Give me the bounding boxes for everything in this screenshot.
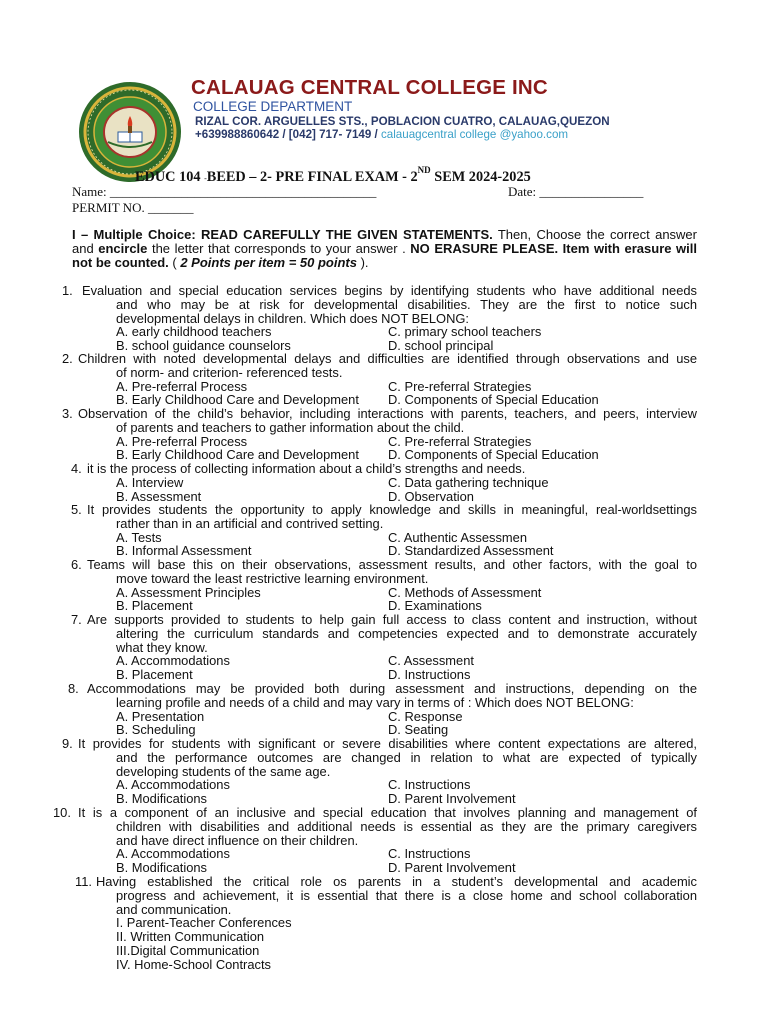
question-text: it is the process of collecting information about a child’s strengths and needs. (87, 461, 526, 476)
question-number: 5. (71, 502, 82, 517)
answer-option[interactable]: C. Pre-referral Strategies (388, 433, 532, 449)
question-number: 9. (62, 736, 73, 751)
instructions-text-4: ). (356, 255, 369, 271)
question-text: Observation of the child’s behavior, including interactions with parents, teachers, and peers, interview (78, 406, 697, 421)
question-text: Having established the critical role os parents in a student’s developmental and academic (96, 874, 697, 889)
instructions-encircle: encircle (98, 241, 148, 257)
question-1 (0, 284, 768, 353)
date-field: Date: ________________ (508, 184, 644, 199)
instructions-text: Then, Choose the correct answer and (72, 227, 697, 257)
instructions-text-2: the letter that corresponds to your answer . (147, 241, 411, 257)
question-text-continued: of parents and teachers to gather information about the child. (116, 419, 465, 435)
question-3 (0, 407, 768, 462)
question-number: 1. (62, 283, 73, 298)
answer-options-row (116, 380, 768, 394)
answer-option[interactable]: B. Modifications (116, 791, 207, 807)
question-text-continued: progress and achievement, it is essential that there is a close home and school collaboration (116, 887, 697, 903)
question-number: 7. (71, 612, 82, 627)
answer-option[interactable]: A. Tests (116, 529, 162, 545)
question-number: 2. (62, 351, 73, 366)
question-text-continued: move toward the least restrictive learning environment. (116, 570, 429, 586)
college-contact (195, 128, 568, 141)
name-field: Name: _________________________________________ (72, 184, 377, 199)
answer-options-row (116, 325, 768, 339)
answer-option[interactable]: D. Observation (388, 488, 474, 504)
answer-option[interactable]: D. Parent Involvement (388, 791, 516, 807)
question-text: Teams will base this on their observations, assessment results, and other factors, with the goal to (87, 557, 697, 572)
answer-option[interactable]: D. Instructions (388, 667, 471, 683)
answer-option[interactable]: C. Instructions (388, 846, 471, 862)
question-10 (0, 806, 768, 875)
question-text-continued: rather than in an artificial and contrived setting. (116, 515, 384, 531)
answer-option[interactable]: B. Placement (116, 667, 193, 683)
question-list-item: IV. Home-School Contracts (116, 956, 271, 972)
answer-option[interactable]: A. Pre-referral Process (116, 378, 248, 394)
exam-title-dot: - (204, 173, 207, 183)
question-number: 3. (62, 406, 73, 421)
answer-option[interactable]: D. Seating (388, 722, 449, 738)
question-number: 4. (71, 461, 82, 476)
question-text-continued: and have direct influence on their children. (116, 832, 359, 848)
answer-option[interactable]: B. Early Childhood Care and Development (116, 392, 359, 408)
question-list-item: I. Parent-Teacher Conferences (116, 915, 292, 931)
exam-semester: SEM 2024-2025 (430, 168, 531, 185)
question-text: Children with noted developmental delays and difficulties are identified through observations and use (78, 351, 697, 366)
college-name: CALAUAG CENTRAL COLLEGE INC (191, 76, 548, 99)
answer-option[interactable]: C. Assessment (388, 653, 474, 669)
answer-option[interactable]: A. early childhood teachers (116, 324, 272, 340)
exam-title (135, 167, 531, 186)
question-4 (0, 462, 768, 503)
question-8 (0, 682, 768, 737)
question-7 (0, 613, 768, 682)
answer-options-row (116, 654, 768, 668)
answer-option[interactable]: D. Examinations (388, 598, 482, 614)
answer-option[interactable]: B. Placement (116, 598, 193, 614)
answer-option[interactable]: C. Response (388, 708, 463, 724)
answer-option[interactable]: B. Informal Assessment (116, 543, 252, 559)
question-text-continued: and communication. (116, 901, 232, 917)
answer-options-row (116, 586, 768, 600)
question-list-item: II. Written Communication (116, 929, 265, 945)
question-text-continued: and the performance outcomes are changed in relation to what are expected of typically (116, 749, 697, 765)
question-text: It is a component of an inclusive and special education that involves planning and management of (78, 805, 697, 820)
question-text-continued: of norm- and criterion- referenced tests. (116, 364, 343, 380)
exam-course-code: EDUC 104 (135, 168, 205, 185)
answer-option[interactable]: A. Interview (116, 474, 184, 490)
answer-options-row (116, 778, 768, 792)
question-number: 8. (68, 681, 79, 696)
answer-options-row (116, 668, 768, 682)
answer-option[interactable]: B. Modifications (116, 860, 207, 876)
question-text-continued: developing students of the same age. (116, 763, 331, 779)
exam-title-superscript: ND (417, 165, 431, 175)
department-name: COLLEGE DEPARTMENT (193, 99, 353, 114)
answer-options-row (116, 476, 768, 490)
question-9 (0, 737, 768, 806)
question-text-continued: learning profile and needs of a child and may vary in terms of : Which does NOT BELONG: (116, 694, 634, 710)
question-text: Are supports provided to students to help gain full access to class content and instruction, without (87, 612, 697, 627)
instructions-points: 2 Points per item = 50 points (180, 255, 357, 271)
answer-option[interactable]: D. Components of Special Education (388, 392, 599, 408)
question-2 (0, 352, 768, 407)
answer-options-row (116, 531, 768, 545)
instructions-text-3: ( (168, 255, 181, 271)
question-text-continued: and who may be at risk for developmental disabilities. They are the first to notice such (116, 296, 697, 312)
contact-phone: +639988860642 / [042] 717- 7149 / (195, 128, 381, 141)
answer-options-row (116, 792, 768, 806)
answer-option[interactable]: C. Data gathering technique (388, 474, 549, 490)
answer-option[interactable]: A. Accommodations (116, 653, 230, 669)
answer-option[interactable]: B. Assessment (116, 488, 202, 504)
question-text: Evaluation and special education services begins by identifying students who have additional needs (82, 283, 697, 298)
answer-option[interactable]: C. Methods of Assessment (388, 584, 542, 600)
instructions (72, 228, 697, 271)
answer-option[interactable]: D. school principal (388, 338, 494, 354)
contact-email: calauagcentral college @yahoo.com (380, 128, 569, 141)
question-text-continued: children with disabilities and additional needs is essential as they are the primary caregivers (116, 818, 697, 834)
answer-option[interactable]: A. Presentation (116, 708, 205, 724)
question-text: Accommodations may be provided both during assessment and instructions, depending on the (87, 681, 697, 696)
answer-option[interactable]: A. Accommodations (116, 777, 230, 793)
question-number: 10. (53, 805, 71, 820)
answer-options-row (116, 435, 768, 449)
permit-field: PERMIT NO. _______ (72, 200, 194, 215)
answer-options-row (116, 847, 768, 861)
answer-option[interactable]: B. Scheduling (116, 722, 196, 738)
answer-option[interactable]: A. Accommodations (116, 846, 230, 862)
instructions-no-erasure: NO ERASURE PLEASE. Item with erasure will not be counted. (72, 241, 697, 271)
question-11 (0, 875, 768, 972)
college-address: RIZAL COR. ARGUELLES STS., POBLACION CUATRO, CALAUAG,QUEZON (195, 115, 610, 128)
question-number: 6. (71, 557, 82, 572)
answer-option[interactable]: B. Early Childhood Care and Development (116, 447, 359, 463)
question-text-continued: developmental delays in children. Which does NOT BELONG: (116, 310, 469, 326)
answer-option[interactable]: B. school guidance counselors (116, 338, 291, 354)
question-number: 11. (75, 874, 92, 889)
question-text-continued: what they know. (116, 639, 208, 655)
question-text-continued: altering the curriculum standards and competencies expected and to demonstrate accurately (116, 625, 697, 641)
answer-options-row (116, 710, 768, 724)
question-text: It provides for students with significant or severe disabilities where content expectations are altered, (78, 736, 697, 751)
exam-title-main: BEED – 2- PRE FINAL EXAM - 2 (206, 168, 418, 185)
question-5 (0, 503, 768, 558)
answer-option[interactable]: A. Pre-referral Process (116, 433, 248, 449)
answer-option[interactable]: D. Components of Special Education (388, 447, 599, 463)
question-list-item: III.Digital Communication (116, 942, 260, 958)
question-text: It provides students the opportunity to apply knowledge and skills in meaningful, real-worldsettings (87, 502, 697, 517)
answer-option[interactable]: D. Standardized Assessment (388, 543, 554, 559)
answer-option[interactable]: C. Instructions (388, 777, 471, 793)
answer-option[interactable]: C. Authentic Assessmen (388, 529, 528, 545)
instructions-lead: I – Multiple Choice: READ CAREFULLY THE GIVEN STATEMENTS. (72, 227, 493, 242)
answer-option[interactable]: D. Parent Involvement (388, 860, 516, 876)
answer-option[interactable]: A. Assessment Principles (116, 584, 261, 600)
answer-option[interactable]: C. primary school teachers (388, 324, 542, 340)
question-6 (0, 558, 768, 613)
answer-options-row (116, 861, 768, 875)
answer-option[interactable]: C. Pre-referral Strategies (388, 378, 532, 394)
